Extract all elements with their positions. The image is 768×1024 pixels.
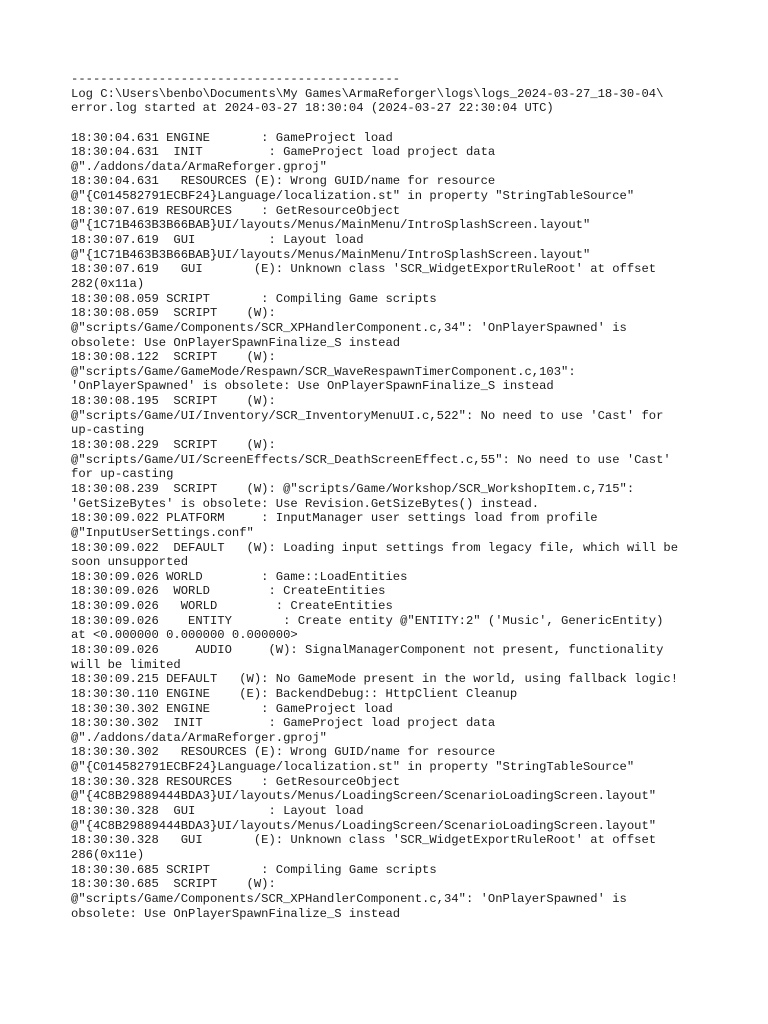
- log-line: 18:30:04.631 ENGINE : GameProject load: [71, 130, 393, 145]
- log-line: 18:30:30.685 SCRIPT (W):: [71, 877, 276, 892]
- log-line: 18:30:30.328 GUI : Layout load: [71, 804, 364, 819]
- log-line: @"InputUserSettings.conf": [71, 525, 254, 540]
- log-line: 18:30:09.026 WORLD : CreateEntities: [71, 599, 393, 614]
- log-line: 18:30:09.022 PLATFORM : InputManager user settings load from profile: [71, 511, 598, 526]
- log-line: [71, 116, 711, 131]
- log-line: @"./addons/data/ArmaReforger.gproj": [71, 730, 327, 745]
- log-line: 18:30:07.619 GUI : Layout load: [71, 233, 364, 248]
- log-line: obsolete: Use OnPlayerSpawnFinalize_S instead: [71, 906, 401, 921]
- log-line: 18:30:30.110 ENGINE (E): BackendDebug:: HttpClient Cleanup: [71, 686, 518, 701]
- log-line: @"./addons/data/ArmaReforger.gproj": [71, 159, 327, 174]
- log-line: 18:30:08.195 SCRIPT (W):: [71, 394, 276, 409]
- log-line: 18:30:30.685 SCRIPT : Compiling Game scripts: [71, 862, 437, 877]
- log-line: 18:30:09.026 ENTITY : Create entity @"ENTITY:2" ('Music', GenericEntity): [71, 613, 664, 628]
- log-line: 18:30:08.229 SCRIPT (W):: [71, 438, 276, 453]
- log-line: @"{1C71B463B3B66BAB}UI/layouts/Menus/MainMenu/IntroSplashScreen.layout": [71, 218, 591, 233]
- log-line: 18:30:08.122 SCRIPT (W):: [71, 350, 276, 365]
- log-line: 18:30:08.059 SCRIPT : Compiling Game scripts: [71, 291, 437, 306]
- log-line: 18:30:30.302 ENGINE : GameProject load: [71, 701, 393, 716]
- log-line: 18:30:09.022 DEFAULT (W): Loading input settings from legacy file, which will be: [71, 540, 679, 555]
- log-line: 18:30:08.059 SCRIPT (W):: [71, 306, 276, 321]
- log-line: 18:30:07.619 RESOURCES : GetResourceObject: [71, 203, 401, 218]
- log-line: ---------------------------------------------: [71, 72, 401, 86]
- log-line: 18:30:07.619 GUI (E): Unknown class 'SCR_WidgetExportRuleRoot' at offset: [71, 262, 657, 277]
- log-line: 18:30:09.026 WORLD : Game::LoadEntities: [71, 569, 408, 584]
- log-line: 18:30:30.302 INIT : GameProject load project data: [71, 716, 496, 731]
- log-line: @"scripts/Game/UI/ScreenEffects/SCR_DeathScreenEffect.c,55": No need to use 'Cast': [71, 452, 671, 467]
- log-line: @"scripts/Game/GameMode/Respawn/SCR_WaveRespawnTimerComponent.c,103":: [71, 364, 576, 379]
- log-line: 'OnPlayerSpawned' is obsolete: Use OnPlayerSpawnFinalize_S instead: [71, 379, 554, 394]
- log-line: 18:30:04.631 INIT : GameProject load project data: [71, 145, 496, 160]
- log-line: @"{4C8B29889444BDA3}UI/layouts/Menus/LoadingScreen/ScenarioLoadingScreen.layout": [71, 818, 657, 833]
- log-line: for up-casting: [71, 467, 174, 482]
- log-line: @"{C014582791ECBF24}Language/localization.st" in property "StringTableSource": [71, 760, 635, 775]
- log-line: at <0.000000 0.000000 0.000000>: [71, 628, 298, 643]
- log-line: obsolete: Use OnPlayerSpawnFinalize_S instead: [71, 335, 401, 350]
- log-line: Log C:\Users\benbo\Documents\My Games\ArmaReforger\logs\logs_2024-03-27_18-30-04\: [71, 86, 664, 101]
- log-line: @"scripts/Game/UI/Inventory/SCR_InventoryMenuUI.c,522": No need to use 'Cast' for: [71, 408, 664, 423]
- log-line: will be limited: [71, 657, 181, 672]
- log-line: error.log started at 2024-03-27 18:30:04 (2024-03-27 22:30:04 UTC): [71, 101, 554, 116]
- log-line: 282(0x11a): [71, 276, 145, 291]
- log-line: 18:30:04.631 RESOURCES (E): Wrong GUID/name for resource: [71, 174, 496, 189]
- log-line: 18:30:30.328 GUI (E): Unknown class 'SCR_WidgetExportRuleRoot' at offset: [71, 833, 657, 848]
- log-line: soon unsupported: [71, 555, 189, 570]
- log-line: up-casting: [71, 423, 145, 438]
- log-line: 'GetSizeBytes' is obsolete: Use Revision.GetSizeBytes() instead.: [71, 496, 540, 511]
- log-line: @"{C014582791ECBF24}Language/localization.st" in property "StringTableSource": [71, 189, 635, 204]
- log-line: 18:30:09.215 DEFAULT (W): No GameMode present in the world, using fallback logic!: [71, 672, 679, 687]
- log-line: @"{1C71B463B3B66BAB}UI/layouts/Menus/MainMenu/IntroSplashScreen.layout": [71, 247, 591, 262]
- log-line: 286(0x11e): [71, 847, 145, 862]
- log-line: 18:30:08.239 SCRIPT (W): @"scripts/Game/Workshop/SCR_WorkshopItem.c,715":: [71, 481, 635, 496]
- log-line: 18:30:30.328 RESOURCES : GetResourceObject: [71, 774, 401, 789]
- log-text-block: [71, 72, 711, 921]
- log-line: @"{4C8B29889444BDA3}UI/layouts/Menus/LoadingScreen/ScenarioLoadingScreen.layout": [71, 789, 657, 804]
- log-line: 18:30:30.302 RESOURCES (E): Wrong GUID/name for resource: [71, 745, 496, 760]
- log-line: 18:30:09.026 WORLD : CreateEntities: [71, 584, 386, 599]
- log-line: 18:30:09.026 AUDIO (W): SignalManagerComponent not present, functionality: [71, 642, 664, 657]
- log-line: @"scripts/Game/Components/SCR_XPHandlerComponent.c,34": 'OnPlayerSpawned' is: [71, 891, 627, 906]
- log-line: @"scripts/Game/Components/SCR_XPHandlerComponent.c,34": 'OnPlayerSpawned' is: [71, 320, 627, 335]
